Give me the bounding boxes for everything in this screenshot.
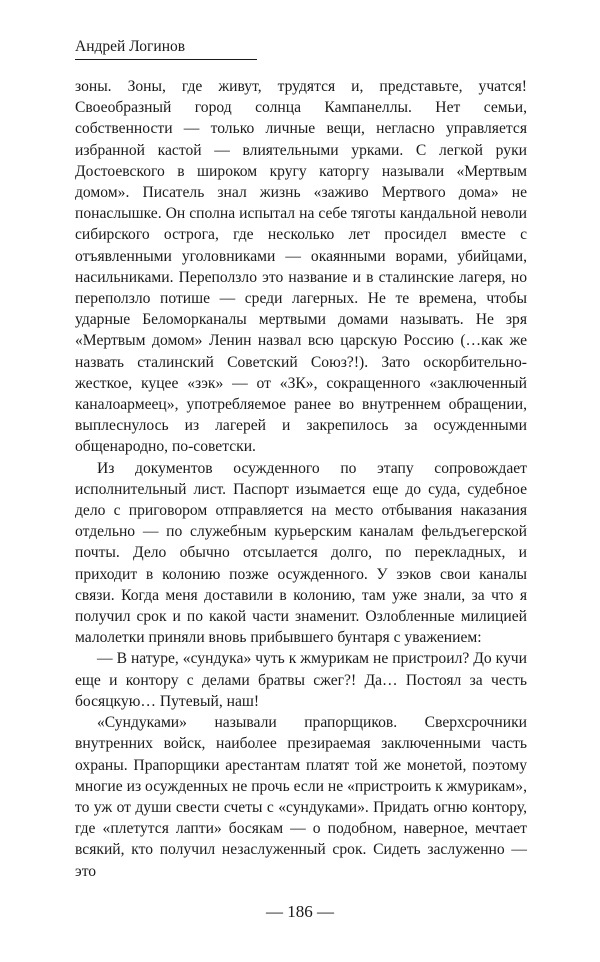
page-number: — 186 —	[266, 902, 334, 921]
paragraph: — В натуре, «сундука» чуть к жмурикам не пристроил? До кучи еще и контору с делами братвы сжег?! Да… Постоял за честь босяцкую… Путевый, наш!	[75, 650, 527, 710]
header-rule	[75, 59, 257, 60]
body-text	[75, 76, 527, 882]
paragraph: зоны. Зоны, где живут, трудятся и, представьте, учатся! Своеобразный город солнца Кампанеллы. Нет семьи, собственности — только личные вещи, негласно управляется избранной кастой — влиятельными урками. С легкой руки Достоевского в широком кругу каторгу называли «Мертвым домом». Писатель знал жизнь «заживо Мертвого дома» не понаслышке. Он сполна испытал на себе тяготы кандальной неволи сибирского острога, где несколько лет просидел вместе с отъявленными уголовниками — окаянными ворами, убийцами, насильниками. Переползло это название и в сталинские лагеря, но переползло потише — среди лагерных. Не те времена, чтобы ударные Беломорканалы мертвыми домами называть. Не зря «Мертвым домом» Ленин назвал всю царскую Россию (…как же назвать сталинский Советский Союз?!). Зато оскорбительно-жесткое, куцее «зэк» — от «ЗК», сокращенного «заключенный каналоармеец», употребляемое ранее во внутреннем обращении, выплеснулось из лагерей и закрепилось за осужденными общенародно, по-советски.	[75, 78, 527, 456]
paragraph: «Сундуками» называли прапорщиков. Сверхсрочники внутренних войск, наиболее презираемая заключенными часть охраны. Прапорщики арестантам платят той же монетой, поэтому многие из осужденных не прочь если не «пристроить к жмурикам», то уж от души свести счеты с «сундуками». Придать огню контору, где «плетутся лапти» босякам — о подобном, наверное, мечтает всякий, кто получил незаслуженный срок. Сидеть заслуженно — это	[75, 714, 527, 880]
paragraph: Из документов осужденного по этапу сопровождает исполнительный лист. Паспорт изымается еще до суда, судебное дело с приговором отправляется на место отбывания наказания отдельно — по служебным курьерским каналам фельдъегерской почты. Дело обычно отсылается долго, по перекладных, и приходит в колонию позже осужденного. У зэков свои каналы связи. Когда меня доставили в колонию, там уже знали, за что я получил срок и по какой части знаменит. Озлобленные милицией малолетки приняли вновь прибывшего бунтаря с уважением:	[75, 459, 527, 647]
running-head: Андрей Логинов	[75, 38, 186, 55]
